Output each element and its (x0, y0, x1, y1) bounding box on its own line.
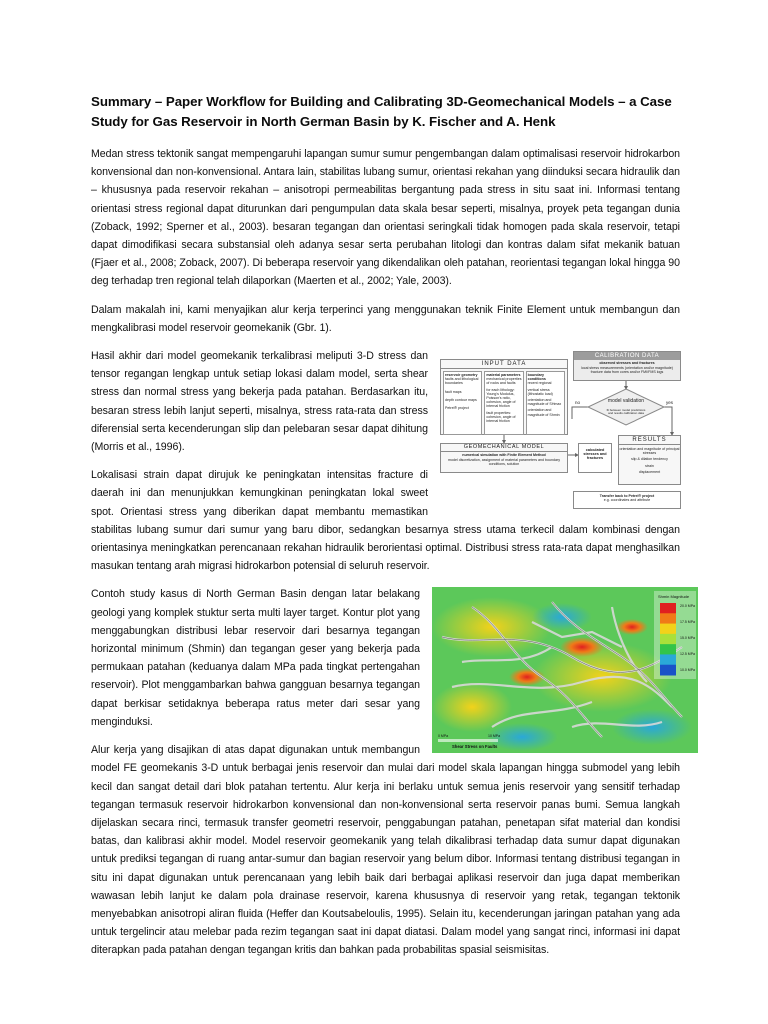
input-data-title: INPUT DATA (441, 360, 567, 369)
input-col-material-head: material parameters (486, 373, 521, 378)
legend-swatch (660, 624, 676, 635)
input-col-boundary-item: vertical stress (lithostatic load) (527, 387, 553, 396)
paragraph-3: Hasil akhir dari model geomekanik terkalibrasi meliputi 3-D stress dan tensor regangan lengkap untuk setiap lokasi dalam model, serta shear stress dan normal stress yang bekerja pada patahan. Berdasarkan itu, besaran stress lebih lanjut seperti, misalnya, stress rata-rata dan stress diferensial serta kecenderungan slip dan pelebaran sesar dapat dihitung (Morris et al., 1996). (91, 350, 428, 454)
connector-arrows (440, 351, 681, 512)
legend-value: 20.0 MPa (680, 604, 695, 609)
input-col-reservoir-item: fault maps (445, 389, 462, 394)
transfer-label: Transfer back to Petrel® project (599, 494, 655, 499)
scale-high-label: 10 MPa (488, 734, 501, 739)
input-col-boundary-head: boundary conditions (527, 373, 546, 382)
paragraph-4: Lokalisasi strain dapat dirujuk ke peningkatan intensitas fracture di daerah ini dan menunjukkan kemungkinan peningkatan lokal sweet spot. Orientasi stress yang diberikan dapat membantu memastikan stabilitas lubang sumur dari sumur yang baru dibor, sedangkan besarnya stress utama terkecil dalam kombinasi dengan orientasinya meningkatkan perencanaan rekahan hidraulik berorientasi optimal. Distribusi stress rata-rata dapat menghasilkan masukan tentang arah migrasi hidrokarbon potensial di seluruh reservoir. (91, 469, 680, 573)
yes-label: yes (666, 400, 674, 406)
results-item: orientation and magnitude of principal stresses (619, 447, 680, 456)
results-title: RESULTS (619, 436, 680, 445)
stress-contour-figure (432, 587, 698, 753)
transfer-subtitle: e.g. coordinates and attribute (603, 498, 651, 503)
input-col-material-item: for each lithology: Young's Modulus, Poisson's ratio, cohesion, angle of internal friction (486, 387, 516, 409)
legend-title: Shmin Magnitude (658, 594, 690, 600)
calibration-subtitle: observed stresses and fractures (599, 361, 655, 366)
calibration-title: CALIBRATION DATA (574, 352, 680, 360)
legend-swatch (660, 614, 676, 625)
legend-swatch (660, 603, 676, 614)
no-label: no (575, 400, 581, 406)
paragraph-1: Medan stress tektonik sangat mempengaruhi lapangan sumur sumur pengembangan dalam optimalisasi reservoir hidrokarbon konvensional dan non-konvensional. Antara lain, stabilitas lubang sumur, orientasi rekahan yang diinduksi secara hidraulik dan – khususnya pada reservoir rekahan – anisotropi permeabilitas bergantung pada stress in situ saat ini. Informasi tentang orientasi stress regional dapat diturunkan dari pengumpulan data skala besar seperti, misalnya, proyek peta tegangan dunia (Zoback, 1992; Sperner et al., 2003). besaran tegangan dan orientasi seringkali tidak homogen pada skala reservoir, tetapi dapat dimodifikasi secara substansial oleh adanya sesar serta perubahan litologi dan kontras dalam sifat mekanik batuan (Fjaer et al., 2008; Zoback, 2007). Di beberapa reservoir yang dikendalikan oleh patahan, reorientasi tegangan lokal hingga 90 deg terhadap tren regional telah dilaporkan (Maerten et al., 2002; Yale, 2003). (91, 148, 680, 288)
input-col-reservoir-item: depth contour maps (445, 397, 477, 402)
paragraph-5: Contoh study kasus di North German Basin dengan latar belakang geologi yang komplek stuktur serta multi layer target. Kontur plot yang menggabungkan distribusi lebar reservoir dari besarnya tegangan horizontal minimum (Shmin) dan tegangan geser yang bekerja pada permukaan patahan (keduanya dalam MPa pada tingkat pertengahan reservoir). Plot menggambarkan bahwa gangguan besarnya tegangan dapat berkisar setidaknya beberapa ratus meter dari sesar yang menginduksi. (91, 588, 420, 728)
model-validation-label: model validation (607, 398, 645, 405)
geomechanical-model-title: GEOMECHANICAL MODEL (441, 444, 567, 452)
input-col-boundary-item: recent regional (527, 381, 552, 386)
input-col-reservoir-head: reservoir geometry (445, 373, 478, 378)
calculated-stresses: calculated stresses and fractures (583, 448, 607, 461)
legend-swatch (660, 665, 676, 676)
calibration-text: local stress measurements (orientation and/or magnitude) fracture data from cores and/or FMI/FMS logs (581, 366, 673, 375)
figure-caption: Shear Stress on Faults (452, 744, 498, 750)
workflow-figure (440, 351, 681, 512)
legend-value: 10.0 MPa (680, 668, 695, 673)
legend-value: 12.5 MPa (680, 652, 695, 657)
page-title: Summary – Paper Workflow for Building and Calibrating 3D-Geomechanical Models – a Case Study for Gas Reservoir in North German Basin by K. Fischer and A. Henk (91, 94, 672, 129)
input-col-reservoir-item: faults and lithological boundaries (445, 377, 479, 386)
input-col-material-item: mechanical properties of rocks and faults (486, 377, 522, 386)
input-col-material-item: fault properties: cohesion, angle of internal friction (486, 410, 516, 424)
paragraph-2: Dalam makalah ini, kami menyajikan alur kerja terperinci yang menggunakan teknik Finite Element untuk membangun dan mengkalibrasi model reservoir geomekanik (Gbr. 1). (91, 303, 680, 334)
validation-text: fit between model predictions and results calibration data (606, 408, 646, 416)
input-col-boundary-item: orientation and magnitude of Shmin (527, 408, 560, 417)
legend-value: 15.0 MPa (680, 636, 695, 641)
legend-swatch (660, 634, 676, 645)
legend-swatch (660, 645, 676, 656)
input-col-boundary-item: orientation and magnitude of SHmax (527, 398, 562, 407)
results-item: strain (645, 463, 654, 468)
input-col-reservoir-item: Petrel® project (445, 406, 469, 411)
scale-bar (438, 739, 498, 742)
scale-low-label: 0 MPa (438, 734, 449, 739)
results-item: slip & dilation tendency (631, 457, 668, 462)
paragraph-6: Alur kerja yang disajikan di atas dapat digunakan untuk membangun model FE geomekanis 3-D untuk berbagai jenis reservoir dan mulai dari model skala lapangan hingga submodel yang lebih kecil dan sangat detail dari blok patahan tertentu. Alur kerja ini berlaku untuk semua jenis reservoir yang sensitif terhadap tegangan termasuk reservoir hidrokarbon konvensional dan non-konvensional serta reservoir panas bumi. Semua langkah dijelaskan secara rinci, termasuk transfer geometri reservoir, penggabungan patahan, penetapan sifat material dan kondisi batas, dan kalibrasi akhir model. Model reservoir geomekanik yang telah dikalibrasi terhadap data sumur dapat digunakan untuk prediksi tegangan di ruang antar-sumur dan bagian reservoir yang belum dibor. Informasi tentang distribusi tegangan in situ ini dapat digunakan untuk perencanaan yang lebih baik dari berbagai aplikasi reservoir dan juga dapat memberikan wawasan lebih lanjut ke dalam pola drainase reservoir, karena khususnya di reservoir yang retak, tegangan tektonik menyebabkan anisotropi aliran fluida (Heffer dan Koutsabeloulis, 1995). Selain itu, kecenderungan jaringan patahan yang ada untuk tergelincir atau melebar pada rezim tegangan saat ini dapat diatasi. Dalam model yang sangat rinci, informasi ini dapat diterapkan pada patahan dengan tegangan kritis dan bahkan pada probabilitas spasial seismisitas. (91, 744, 680, 957)
document-page (91, 92, 695, 970)
validation-diamond (588, 389, 664, 425)
geomechanical-model-text: model discretization, assignment of material parameters and boundary conditions, solution (447, 458, 561, 467)
legend-swatch (660, 655, 676, 666)
legend-value: 17.5 MPa (680, 620, 695, 625)
results-item: displacement (638, 469, 661, 474)
geomechanical-model-subtitle: numerical simulation with Finite Element Method (462, 453, 546, 458)
